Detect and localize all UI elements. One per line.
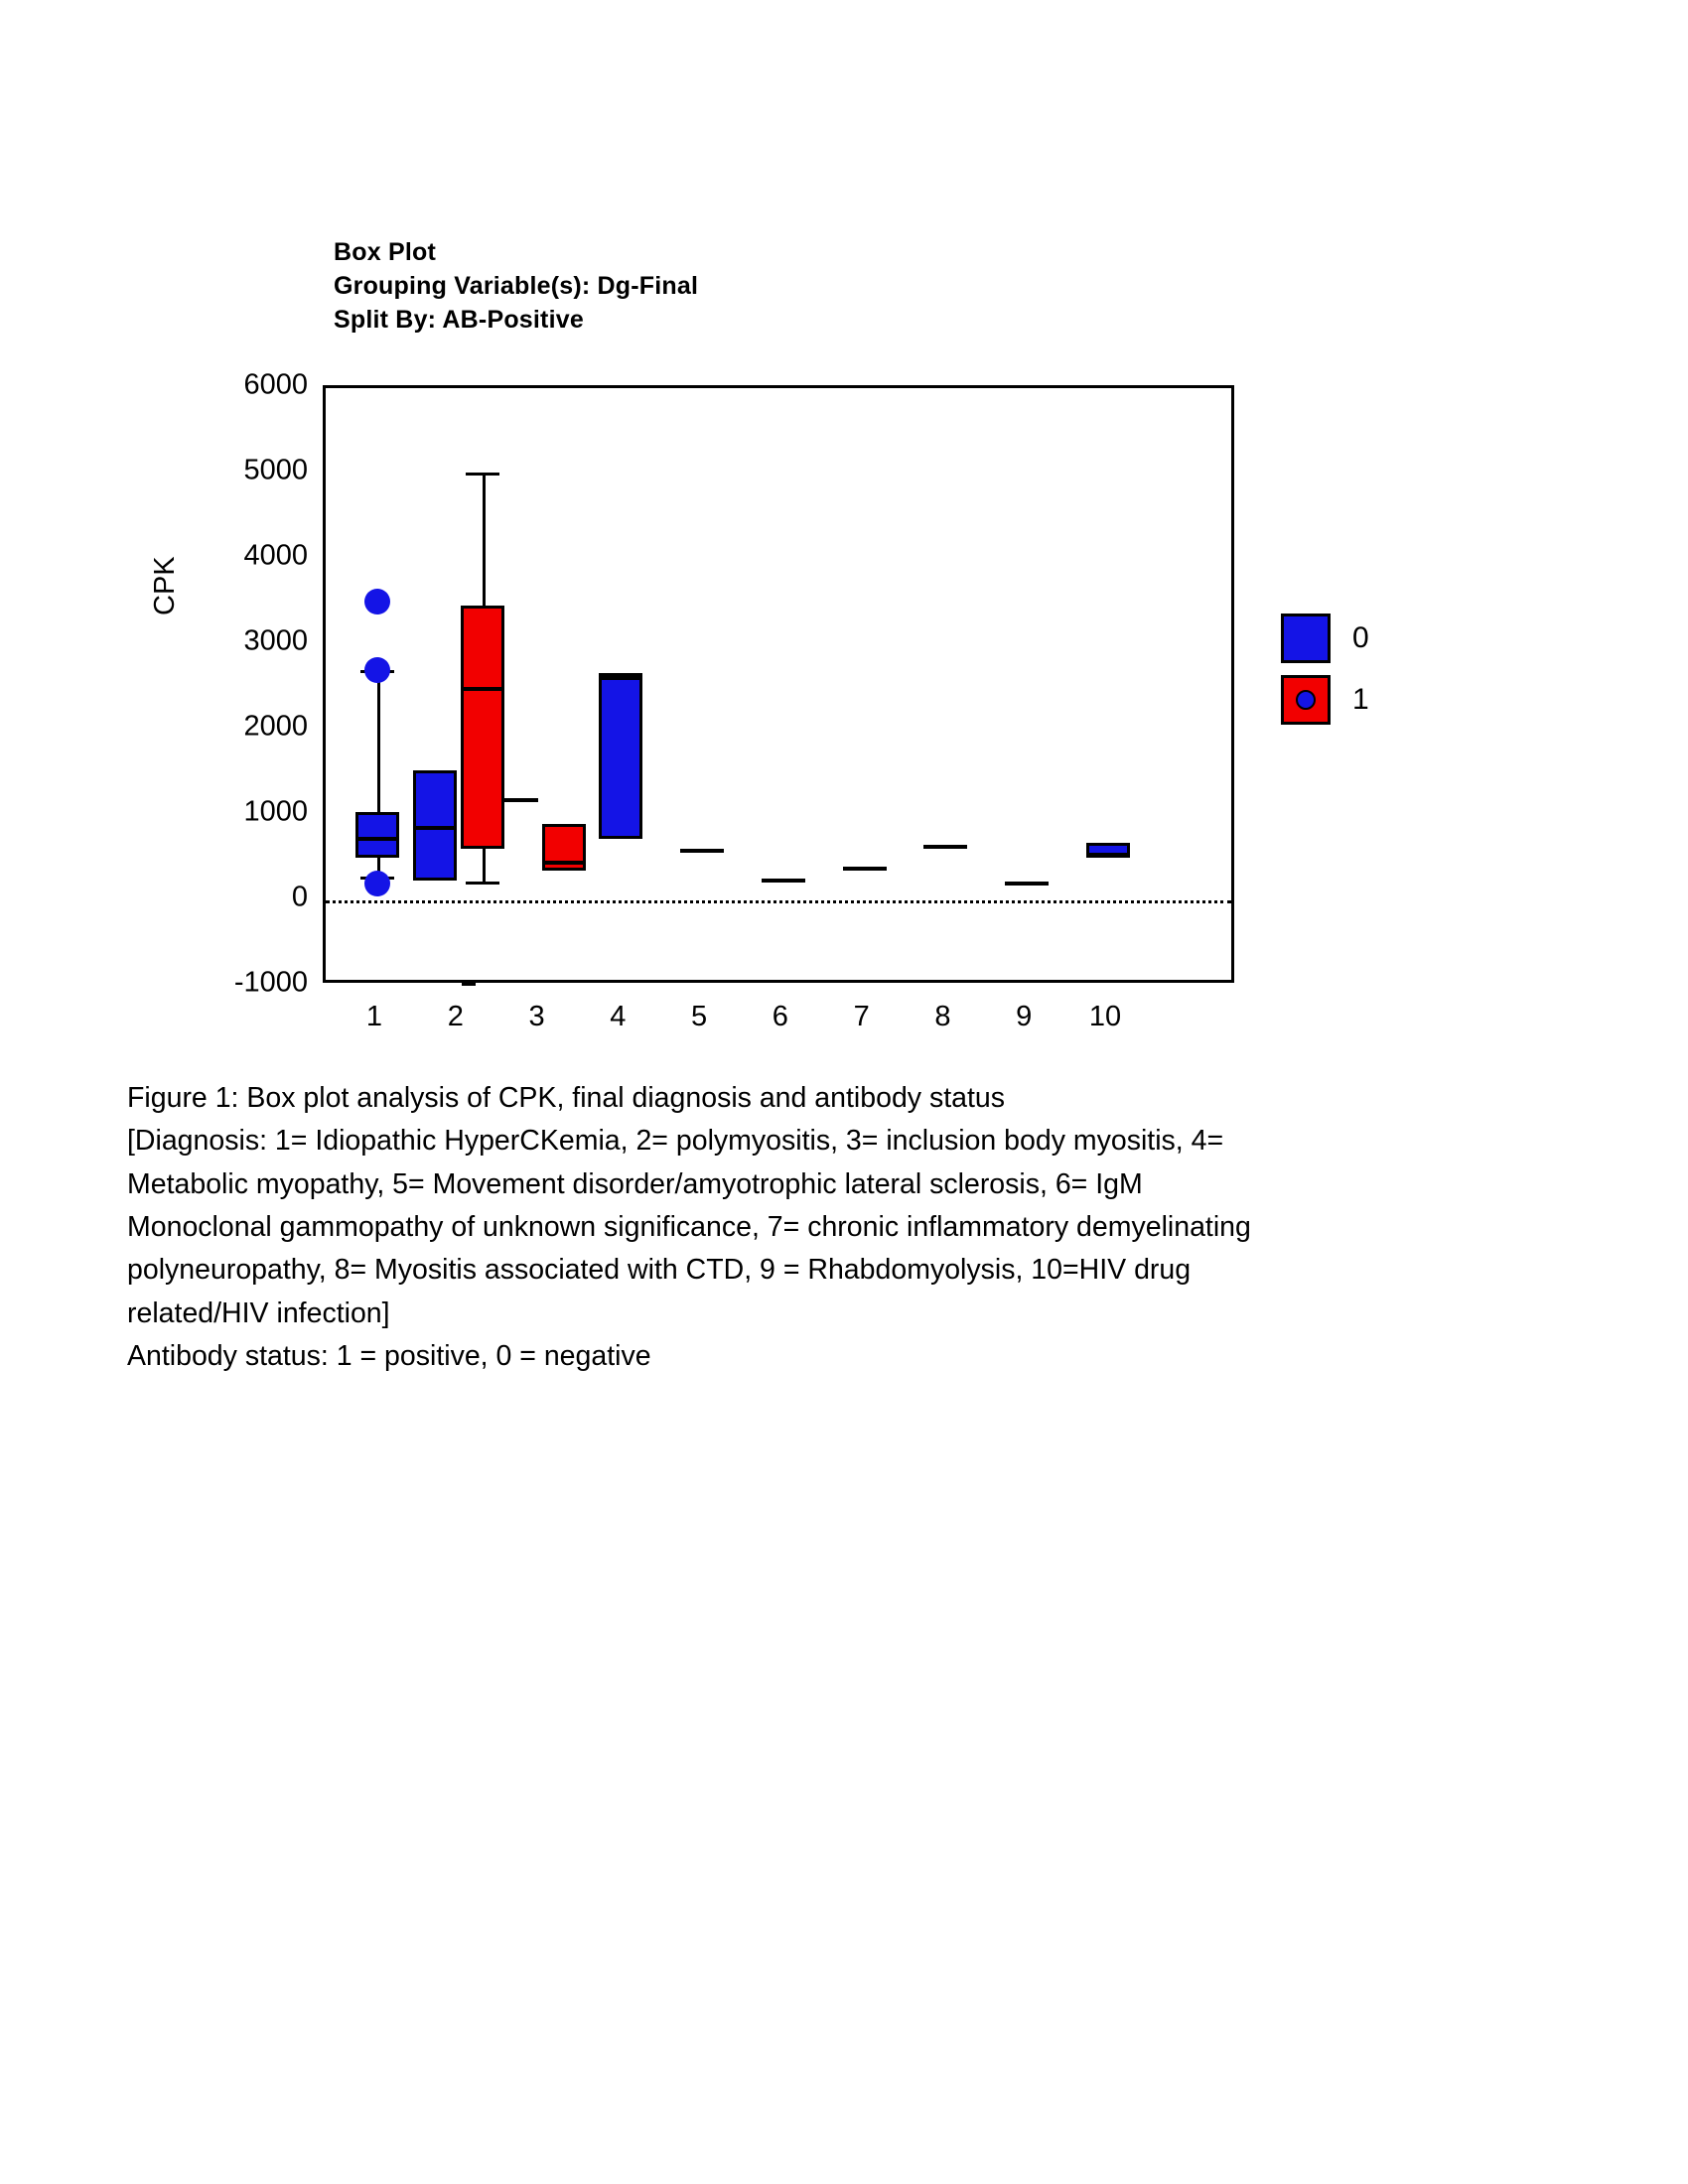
whisker-cap-lower	[466, 882, 499, 885]
figure-caption	[127, 1077, 1517, 1378]
legend-item-1	[1281, 669, 1479, 731]
caption-line-1: Figure 1: Box plot analysis of CPK, final diagnosis and antibody status	[127, 1082, 1006, 1114]
whisker-upper	[377, 670, 380, 813]
y-tick-label: 2000	[243, 710, 308, 743]
x-tick-label: 5	[691, 1001, 708, 1032]
caption-line-6: related/HIV infection]	[127, 1297, 390, 1329]
x-axis-ticks	[323, 991, 1234, 1040]
legend-label-1: 1	[1352, 683, 1369, 716]
box-single-value-line	[1005, 882, 1049, 886]
box-single-value-line	[680, 849, 724, 853]
caption-line-2: [Diagnosis: 1= Idiopathic HyperCKemia, 2= polymyositis, 3= inclusion body myositis, 4=	[127, 1125, 1224, 1158]
x-tick-label: 10	[1088, 1001, 1122, 1032]
x-tick-label: 7	[853, 1001, 870, 1032]
box-single-value-line	[762, 879, 805, 883]
legend-dot-icon	[1296, 690, 1316, 710]
box-single-value-line	[923, 845, 967, 849]
median-line	[1086, 853, 1130, 857]
chart-legend	[1281, 608, 1479, 731]
y-tick-label: 1000	[243, 795, 308, 828]
legend-label-0: 0	[1352, 621, 1369, 654]
box-red	[461, 606, 504, 849]
chart-grouping-variable: Grouping Variable(s): Dg-Final	[334, 271, 699, 300]
caption-line-5: polyneuropathy, 8= Myositis associated with CTD, 9 = Rhabdomyolysis, 10=HIV drug	[127, 1254, 1192, 1287]
whisker-upper	[483, 473, 486, 606]
median-line	[413, 826, 457, 830]
outlier-point	[364, 589, 390, 614]
median-line	[599, 676, 642, 680]
legend-item-0	[1281, 608, 1479, 669]
y-tick-mark	[462, 983, 476, 986]
whisker-lower	[483, 849, 486, 882]
legend-swatch-red-icon	[1281, 675, 1331, 725]
box-blue	[355, 812, 399, 858]
y-axis-ticks	[154, 368, 308, 999]
x-tick-label: 8	[934, 1001, 951, 1032]
x-tick-label: 6	[772, 1001, 788, 1032]
x-tick-label: 9	[1016, 1001, 1033, 1032]
median-line	[355, 837, 399, 841]
plot-area	[323, 385, 1234, 983]
x-tick-label: 3	[528, 1001, 545, 1032]
box-single-value-line	[843, 867, 887, 871]
y-axis-label: CPK	[149, 556, 181, 615]
box-blue	[599, 673, 642, 839]
x-tick-label: 1	[365, 1001, 383, 1032]
caption-line-7: Antibody status: 1 = positive, 0 = negative	[127, 1339, 651, 1372]
caption-line-4: Monoclonal gammopathy of unknown significance, 7= chronic inflammatory demyelinating	[127, 1210, 1251, 1243]
y-tick-label: 4000	[243, 539, 308, 572]
y-tick-label: -1000	[233, 966, 308, 999]
y-tick-label: 5000	[243, 454, 308, 486]
median-line	[542, 861, 586, 865]
median-line	[461, 687, 504, 691]
chart-split-by: Split By: AB-Positive	[334, 305, 584, 334]
y-tick-label: 0	[291, 881, 308, 913]
outlier-point	[364, 657, 390, 683]
y-tick-label: 3000	[243, 624, 308, 657]
chart-title-block	[334, 236, 698, 337]
y-tick-label: 6000	[243, 368, 308, 401]
outlier-point	[364, 871, 390, 896]
x-tick-label: 2	[447, 1001, 464, 1032]
legend-swatch-blue-icon	[1281, 614, 1331, 663]
caption-line-3: Metabolic myopathy, 5= Movement disorder/amyotrophic lateral sclerosis, 6= IgM	[127, 1167, 1143, 1200]
chart-title: Box Plot	[334, 238, 436, 266]
whisker-cap-upper	[466, 473, 499, 476]
x-tick-label: 4	[610, 1001, 627, 1032]
zero-reference-line	[326, 900, 1231, 903]
